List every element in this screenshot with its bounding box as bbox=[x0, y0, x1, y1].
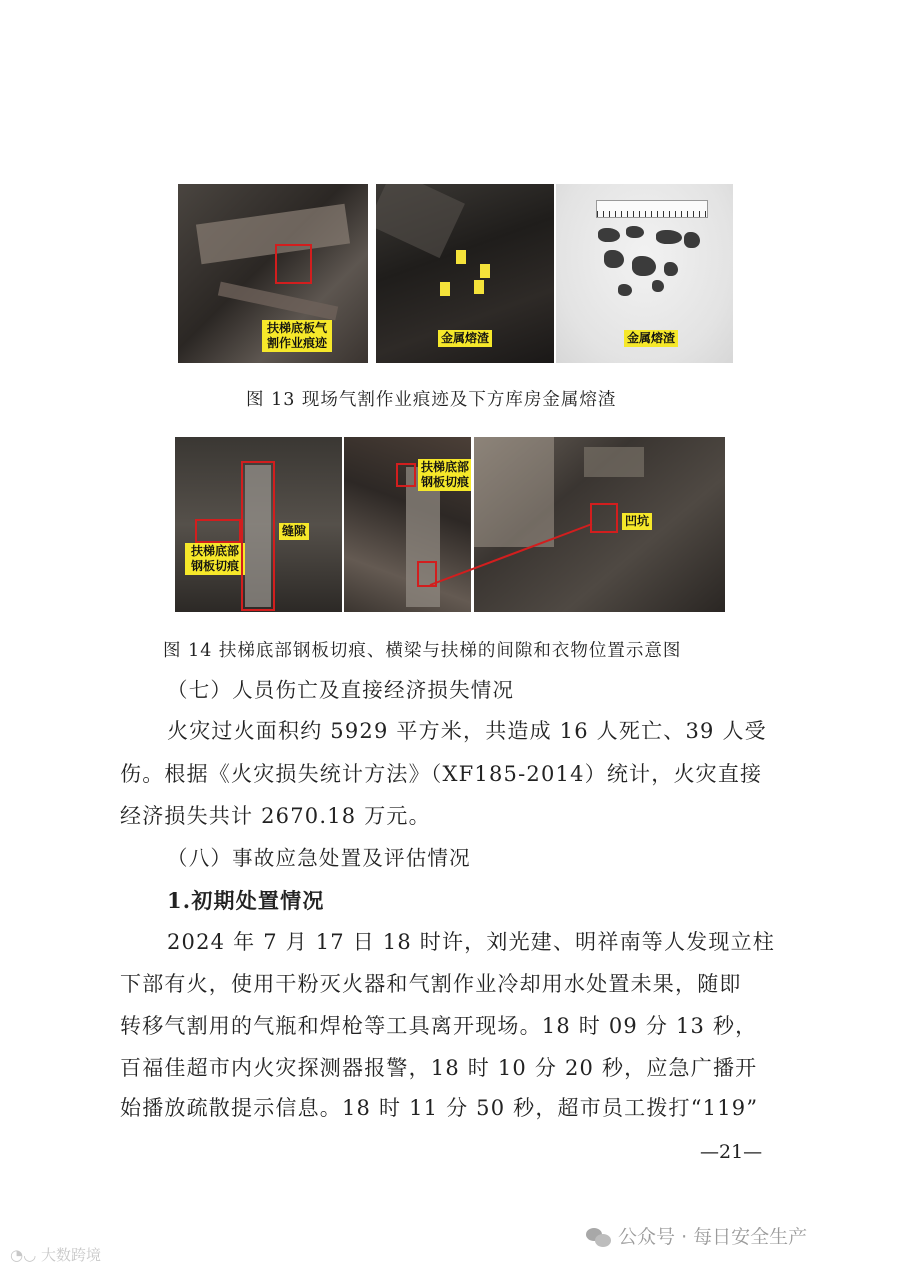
wechat-icon bbox=[586, 1228, 612, 1248]
photo-label: 金属熔渣 bbox=[624, 330, 678, 347]
section8-line-4: 百福佳超市内火灾探测器报警，18 时 10 分 20 秒，应急广播开 bbox=[120, 1056, 758, 1080]
section8-line-5: 始播放疏散提示信息。18 时 11 分 50 秒，超市员工拨打“119” bbox=[120, 1096, 759, 1120]
section7-line-2: 伤。根据《火灾损失统计方法》（XF185-2014）统计，火灾直接 bbox=[120, 762, 763, 786]
photo-label: 扶梯底板气割作业痕迹 bbox=[262, 320, 332, 352]
watermark-logo-icon: ◔◡ bbox=[10, 1246, 37, 1264]
photo-label: 扶梯底部钢板切痕 bbox=[418, 459, 471, 491]
figure14-caption: 图 14 扶梯底部钢板切痕、横梁与扶梯的间隙和衣物位置示意图 bbox=[163, 641, 682, 661]
gap-label: 缝隙 bbox=[279, 523, 309, 540]
figure13-caption: 图 13 现场气割作业痕迹及下方库房金属熔渣 bbox=[246, 390, 617, 410]
pit-label: 凹坑 bbox=[622, 513, 652, 530]
section8-line-2: 下部有火，使用干粉灭火器和气割作业冷却用水处置未果，随即 bbox=[120, 972, 742, 996]
photo-label: 扶梯底部钢板切痕 bbox=[185, 543, 245, 575]
photo-label: 金属熔渣 bbox=[438, 330, 492, 347]
watermark-left: ◔◡ 大数跨境 bbox=[10, 1246, 101, 1264]
section8-subheading: 1.初期处置情况 bbox=[167, 888, 325, 913]
section8-line-1: 2024 年 7 月 17 日 18 时许，刘光建、明祥南等人发现立柱 bbox=[167, 930, 775, 954]
section8-line-3: 转移气割用的气瓶和焊枪等工具离开现场。18 时 09 分 13 秒， bbox=[120, 1014, 758, 1038]
section7-line-3: 经济损失共计 2670.18 万元。 bbox=[120, 804, 431, 828]
section8-heading: （八）事故应急处置及评估情况 bbox=[167, 846, 471, 870]
section7-line-1: 火灾过火面积约 5929 平方米，共造成 16 人死亡、39 人受 bbox=[167, 719, 767, 743]
watermark-right: 公众号 · 每日安全生产 bbox=[586, 1222, 807, 1249]
page-number: —21— bbox=[700, 1141, 763, 1163]
section7-heading: （七）人员伤亡及直接经济损失情况 bbox=[167, 678, 515, 702]
